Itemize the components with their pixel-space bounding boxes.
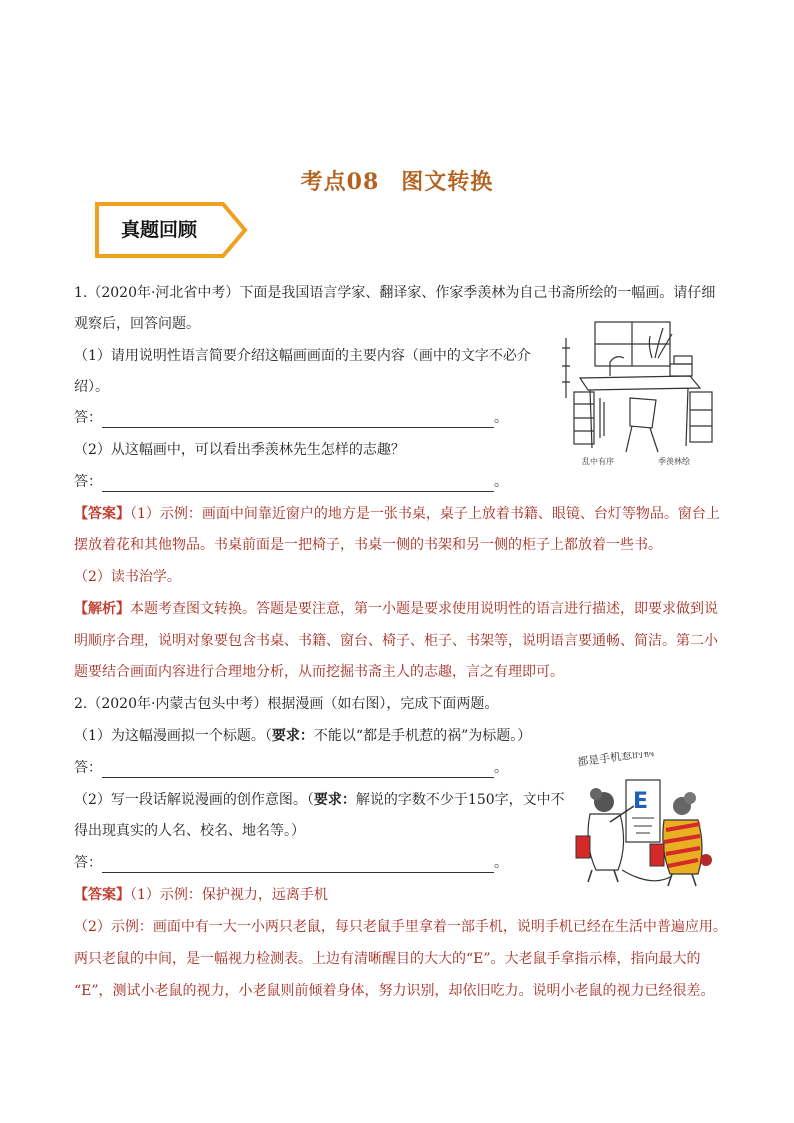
q2-sub2-requirement: 要求： [313,792,356,808]
answer-tag: 【答案】 [74,887,130,903]
q2-sub2-line2: 得出现真实的人名、校名、地名等。） [74,823,305,839]
analysis-text: 本题考查图文转换。答题是要注意，第一小题是要求使用说明性的语言进行描述，即要求做到说 [130,601,718,617]
sketch-caption-right: 季羡林绘 [658,457,690,466]
q2-answer-l1 [74,885,328,905]
q2-answer-l2: （2）示例：画面中有一大一小两只老鼠，每只老鼠手里拿着一部手机，说明手机已经在生活中普遍应用。 [74,919,727,935]
q2-stem: 2.（2020年·内蒙古包头中考）根据漫画（如右图），完成下面两题。 [74,696,499,712]
mice-cartoon-drawing [568,752,718,894]
answer-label: 答： [74,855,102,871]
eye-chart-letter: E [633,789,649,814]
study-sketch-image [560,318,720,468]
q2-sub1 [74,726,531,746]
answer-tag: 【答案】 [74,506,130,522]
q2-sub1-text: （1）为这幅漫画拟一个标题。（ [74,728,272,744]
q1-stem-line2: 观察后，回答问题。 [74,316,200,332]
q1-answer-line1 [74,408,508,428]
q1-sub2: （2）从这幅画中，可以看出季羡林先生怎样的志趣？ [74,442,405,458]
q1-answer-l3: （2）读书治学。 [74,569,181,585]
q2-sub1-requirement: 要求： [271,728,314,744]
period: 。 [494,474,508,490]
title-part1: 考点08 [300,169,380,195]
q2-sub2-text: （2）写一段话解说漫画的创作意图。（ [74,792,314,808]
mice-cartoon-image [568,752,718,894]
answer-blank[interactable] [102,413,494,428]
q2-sub2-text-rest: 解说的字数不少于150字，文中不 [355,792,565,808]
answer-blank[interactable] [102,858,494,873]
q1-answer-l2: 摆放着花和其他物品。书桌前面是一把椅子，书桌一侧的书架和另一侧的柜子上都放着一些书。 [74,537,662,553]
q1-answer-l1 [74,504,720,524]
q2-answer-line2 [74,853,508,873]
answer-blank[interactable] [102,477,494,492]
answer-label: 答： [74,410,102,426]
answer-label: 答： [74,474,102,490]
q2-answer-l4: “E”，测试小老鼠的视力，小老鼠则前倾着身体，努力识别，却依旧吃力。说明小老鼠的视力已经很差。 [74,983,715,999]
page-title [0,165,794,196]
q2-sub1-text-rest: 不能以“都是手机惹的祸”为标题。） [313,728,532,744]
banner-label: 真题回顾 [120,219,197,241]
q1-stem-line1: 1.（2020年·河北省中考）下面是我国语言学家、翻译家、作家季羡林为自己书斋所绘的一幅画。请仔细 [74,285,716,301]
answer-blank[interactable] [102,763,494,778]
q2-answer-line1 [74,758,508,778]
q1-analysis-l2: 明顺序合理，说明对象要包含书桌、书籍、窗台、椅子、柜子、书架等，说明语言要通畅、简洁。第二小 [74,633,718,649]
title-part2: 图文转换 [401,169,494,195]
period: 。 [494,855,508,871]
sketch-caption-left: 乱中有序 [582,457,614,466]
answer-text: （1）示例：保护视力，远离手机 [130,887,328,903]
q1-analysis-l1 [74,599,718,619]
answer-label: 答： [74,760,102,776]
q1-sub1-line1: （1）请用说明性语言简要介绍这幅画画面的主要内容（画中的文字不必介 [74,348,531,364]
study-sketch-drawing [560,318,720,468]
period: 。 [494,760,508,776]
cartoon-heading: 都是手机惹的祸 [576,752,655,769]
q1-answer-line2 [74,472,508,492]
period: 。 [494,410,508,426]
q2-answer-l3: 两只老鼠的中间，是一幅视力检测表。上边有清晰醒目的大大的“E”。大老鼠手拿指示棒，指向最大的 [74,951,701,967]
analysis-tag: 【解析】 [74,601,130,617]
q1-analysis-l3: 题要结合画面内容进行合理地分析，从而挖掘书斋主人的志趣，言之有理即可。 [74,664,564,680]
q2-sub2-line1 [74,790,565,810]
section-banner [95,202,250,258]
q1-sub1-line2: 绍）。 [74,379,109,395]
answer-text: （1）示例：画面中间靠近窗户的地方是一张书桌，桌子上放着书籍、眼镜、台灯等物品。窗台上 [130,506,720,522]
